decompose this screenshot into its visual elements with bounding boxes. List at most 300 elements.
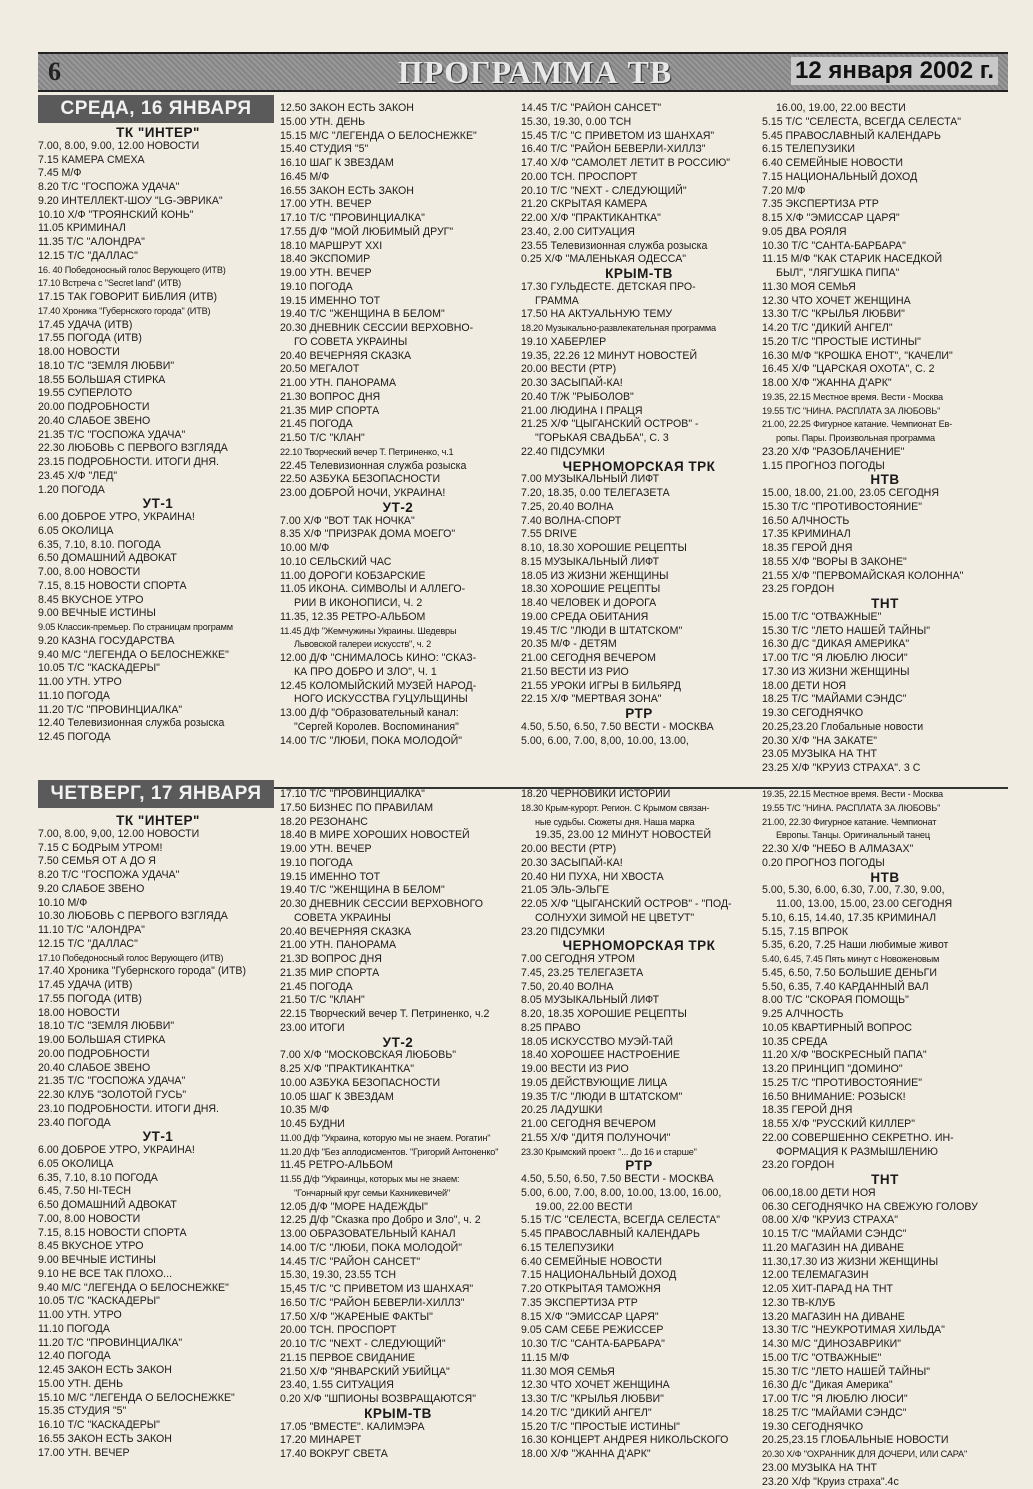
program-line: 11.20 Т/С "ПРОВИНЦИАЛКА" xyxy=(38,1337,278,1351)
program-line: 21.05 ЭЛЬ-ЭЛЬГЕ xyxy=(521,884,757,898)
program-line: 17.55 Д/Ф "МОЙ ЛЮБИМЫЙ ДРУГ" xyxy=(280,226,516,240)
program-line: 5.45 ПРАВОСЛАВНЫЙ КАЛЕНДАРЬ xyxy=(521,1228,757,1242)
program-line: 13.00 ОБРАЗОВАТЕЛЬНЫЙ КАНАЛ xyxy=(280,1228,516,1242)
program-line: 5.15 Т/С "СЕЛЕСТА, ВСЕГДА СЕЛЕСТА" xyxy=(762,116,1008,130)
program-line: 20.40 СЛАБОЕ ЗВЕНО xyxy=(38,415,278,429)
program-line: 9.00 ВЕЧНЫЕ ИСТИНЫ xyxy=(38,607,278,621)
program-line: 18.30 ХОРОШИЕ РЕЦЕПТЫ xyxy=(521,583,757,597)
program-line: 1.15 ПРОГНОЗ ПОГОДЫ xyxy=(762,460,1008,474)
program-line: 19.05 ДЕЙСТВУЮЩИЕ ЛИЦА xyxy=(521,1077,757,1091)
program-line: 13.30 Т/С "КРЫЛЬЯ ЛЮБВИ" xyxy=(521,1393,757,1407)
program-line: 15,45 Т/С "С ПРИВЕТОМ ИЗ ШАНХАЯ" xyxy=(280,1283,516,1297)
program-line: 11.30 МОЯ СЕМЬЯ xyxy=(521,1366,757,1380)
program-line: 10.10 СЕЛЬСКИЙ ЧАС xyxy=(280,556,516,570)
program-line: 12.45 ПОГОДА xyxy=(38,731,278,745)
program-line: 7.00 МУЗЫКАЛЬНЫЙ ЛИФТ xyxy=(521,473,757,487)
page-title: ПРОГРАММА ТВ xyxy=(398,54,672,91)
program-line: 12.00 Д/Ф "СНИМАЛОСЬ КИНО: "СКАЗ- xyxy=(280,652,516,666)
page-header xyxy=(38,52,1008,92)
program-line: 5.45, 6.50, 7.50 БОЛЬШИЕ ДЕНЬГИ xyxy=(762,967,1008,981)
program-line: 17.30 ГУЛЬДЕСТЕ. ДЕТСКАЯ ПРО- xyxy=(521,281,757,295)
program-line: 19.55 Т/С "НИНА. РАСПЛАТА ЗА ЛЮБОВЬ" xyxy=(762,405,1008,419)
program-line: 11.00, 13.00, 15.00, 23.00 СЕГОДНЯ xyxy=(762,898,1008,912)
program-line: Львовской галереи искусств", ч. 2 xyxy=(280,638,516,652)
program-line: 9.00 ВЕЧНЫЕ ИСТИНЫ xyxy=(38,1254,278,1268)
program-line: 14.30 М/С "ДИНОЗАВРИКИ" xyxy=(762,1338,1008,1352)
program-line: "Сергей Королев. Воспоминания" xyxy=(280,721,516,735)
program-line: СОВЕТА УКРАИНЫ xyxy=(280,912,516,926)
program-line: 20.30 ДНЕВНИК СЕССИИ ВЕРХОВНОГО xyxy=(280,898,516,912)
program-line: 23.45 Х/Ф "ЛЕД" xyxy=(38,470,278,484)
channel-heading: УТ-1 xyxy=(38,497,278,511)
program-line: 7.00, 8.00 НОВОСТИ xyxy=(38,1213,278,1227)
program-line: 15.00, 18.00, 21.00, 23.05 СЕГОДНЯ xyxy=(762,487,1008,501)
program-line: 10.10 М/Ф xyxy=(38,897,278,911)
day-heading-thursday: ЧЕТВЕРГ, 17 ЯНВАРЯ xyxy=(38,780,274,808)
program-line: 11.30,17.30 ИЗ ЖИЗНИ ЖЕНЩИНЫ xyxy=(762,1256,1008,1270)
program-line: 10.10 Х/Ф "ТРОЯНСКИЙ КОНЬ" xyxy=(38,209,278,223)
program-line: 15.10 М/С "ЛЕГЕНДА О БЕЛОСНЕЖКЕ" xyxy=(38,1392,278,1406)
channel-heading: КРЫМ-ТВ xyxy=(521,267,757,281)
program-line: 17.10 Т/С "ПРОВИНЦИАЛКА" xyxy=(280,212,516,226)
program-line: 23.20 Х/Ф "РАЗОБЛАЧЕНИЕ" xyxy=(762,446,1008,460)
program-line: 17.30 ИЗ ЖИЗНИ ЖЕНЩИНЫ xyxy=(762,666,1008,680)
program-line: 17.45 УДАЧА (ИТВ) xyxy=(38,979,278,993)
program-line: 7.15 С БОДРЫМ УТРОМ! xyxy=(38,842,278,856)
program-line: 20.40 ВЕЧЕРНЯЯ СКАЗКА xyxy=(280,350,516,364)
program-line: 8.20 Т/С "ГОСПОЖА УДАЧА" xyxy=(38,181,278,195)
program-line: 7.20 ОТКРЫТАЯ ТАМОЖНЯ xyxy=(521,1283,757,1297)
program-line: 16.10 ШАГ К ЗВЕЗДАМ xyxy=(280,157,516,171)
program-line: 20.25,23.20 Глобальные новости xyxy=(762,721,1008,735)
program-line: 19.45 Т/С "ЛЮДИ В ШТАТСКОМ" xyxy=(521,625,757,639)
program-line: 8.20 Т/С "ГОСПОЖА УДАЧА" xyxy=(38,869,278,883)
program-line: 12.15 Т/С "ДАЛЛАС" xyxy=(38,938,278,952)
program-line: 21.15 ПЕРВОЕ СВИДАНИЕ xyxy=(280,1352,516,1366)
program-line: 23.30 Крымский проект "... До 16 и старше" xyxy=(521,1146,757,1160)
program-line: 20.50 МЕГАЛОТ xyxy=(280,363,516,377)
schedule-column xyxy=(38,814,278,1460)
program-line: 17.45 УДАЧА (ИТВ) xyxy=(38,319,278,333)
program-line: 8.00 Т/С "СКОРАЯ ПОМОЩЬ" xyxy=(762,994,1008,1008)
channel-heading: ЧЕРНОМОРСКАЯ ТРК xyxy=(521,939,757,953)
program-line: 5.45 ПРАВОСЛАВНЫЙ КАЛЕНДАРЬ xyxy=(762,130,1008,144)
program-line: 10.05 Т/С "КАСКАДЕРЫ" xyxy=(38,662,278,676)
program-line: 10.05 ШАГ К ЗВЕЗДАМ xyxy=(280,1091,516,1105)
program-line: 20.40 ВЕЧЕРНЯЯ СКАЗКА xyxy=(280,926,516,940)
program-line: 19.35 Т/С "ЛЮДИ В ШТАТСКОМ" xyxy=(521,1091,757,1105)
program-line: 18.00 НОВОСТИ xyxy=(38,346,278,360)
program-line: 21.00 ЛЮДИНА І ПРАЦЯ xyxy=(521,405,757,419)
program-line: 0.20 ПРОГНОЗ ПОГОДЫ xyxy=(762,857,1008,871)
program-line: 15.30 Т/С "ЛЕТО НАШЕЙ ТАЙНЫ" xyxy=(762,1366,1008,1380)
program-line: 23.25 Х/Ф "КРУИЗ СТРАХА". 3 С xyxy=(762,762,1008,776)
program-line: 21.00, 22.30 Фигурное катание. Чемпионат xyxy=(762,816,1008,830)
program-line: 13.20 ПРИНЦИП "ДОМИНО" xyxy=(762,1063,1008,1077)
program-line: 18.40 ЭКСПОМИР xyxy=(280,253,516,267)
program-line: 5.15 Т/С "СЕЛЕСТА, ВСЕГДА СЕЛЕСТА" xyxy=(521,1214,757,1228)
program-line: 23.20 ГОРДОН xyxy=(762,1159,1008,1173)
program-line: 21.00 УТН. ПАНОРАМА xyxy=(280,939,516,953)
program-line: 21.00 СЕГОДНЯ ВЕЧЕРОМ xyxy=(521,1118,757,1132)
program-line: 7.50 СЕМЬЯ ОТ А ДО Я xyxy=(38,855,278,869)
program-line: 6.15 ТЕЛЕПУЗИКИ xyxy=(762,143,1008,157)
program-line: 8.15 Х/Ф "ЭМИССАР ЦАРЯ" xyxy=(521,1311,757,1325)
program-line: "Гончарный круг семьи Кахникевичей" xyxy=(280,1187,516,1201)
program-line: 21.55 Х/Ф "ПЕРВОМАЙСКАЯ КОЛОННА" xyxy=(762,570,1008,584)
program-line: 20.00 ТСН. ПРОСПОРТ xyxy=(521,171,757,185)
channel-heading: УТ-2 xyxy=(280,1036,516,1050)
program-line: 11.20 Т/С "ПРОВИНЦИАЛКА" xyxy=(38,704,278,718)
program-line: 19.00 ВЕСТИ ИЗ РИО xyxy=(521,1063,757,1077)
channel-heading: УТ-1 xyxy=(38,1130,278,1144)
program-line: 17.40 ВОКРУГ СВЕТА xyxy=(280,1448,516,1462)
program-line: 19.15 ИМЕННО ТОТ xyxy=(280,295,516,309)
program-line: 12.15 Т/С "ДАЛЛАС" xyxy=(38,250,278,264)
program-line: 8.15 Х/Ф "ЭМИССАР ЦАРЯ" xyxy=(762,212,1008,226)
program-line: 23.40, 2.00 СИТУАЦИЯ xyxy=(521,226,757,240)
program-line: 21.20 СКРЫТАЯ КАМЕРА xyxy=(521,198,757,212)
program-line: 20.00 ВЕСТИ (РТР) xyxy=(521,843,757,857)
program-line: 19.55 Т/С "НИНА. РАСПЛАТА ЗА ЛЮБОВЬ" xyxy=(762,802,1008,816)
program-line: 18.10 Т/С "ЗЕМЛЯ ЛЮБВИ" xyxy=(38,360,278,374)
program-line: 21.00, 22.25 Фигурное катание. Чемпионат Ев- xyxy=(762,418,1008,432)
program-line: 20.30 ЗАСЫПАЙ-КА! xyxy=(521,857,757,871)
program-line: 9.25 АЛЧНОСТЬ xyxy=(762,1008,1008,1022)
program-line: 10.30 Т/С "САНТА-БАРБАРА" xyxy=(762,240,1008,254)
program-line: 17.35 КРИМИНАЛ xyxy=(762,528,1008,542)
program-line: 12.30 ТВ-КЛУБ xyxy=(762,1297,1008,1311)
program-line: 15.15 М/С "ЛЕГЕНДА О БЕЛОСНЕЖКЕ" xyxy=(280,130,516,144)
program-line: ропы. Пары. Произвольная программа xyxy=(762,432,1008,446)
program-line: 18.05 ИЗ ЖИЗНИ ЖЕНЩИНЫ xyxy=(521,570,757,584)
program-line: 15.25 Т/С "ПРОТИВОСТОЯНИЕ" xyxy=(762,1077,1008,1091)
program-line: 17.00 УТН. ВЕЧЕР xyxy=(280,198,516,212)
program-line: 12.45 ЗАКОН ЕСТЬ ЗАКОН xyxy=(38,1364,278,1378)
channel-heading: ЧЕРНОМОРСКАЯ ТРК xyxy=(521,460,757,474)
program-line: 18.10 Т/С "ЗЕМЛЯ ЛЮБВИ" xyxy=(38,1020,278,1034)
program-line: 18.00 НОВОСТИ xyxy=(38,1007,278,1021)
program-line: 17.55 ПОГОДА (ИТВ) xyxy=(38,993,278,1007)
program-line: 21.35 МИР СПОРТА xyxy=(280,405,516,419)
program-line: 11.00 Д/ф "Украина, которую мы не знаем. Рогатин" xyxy=(280,1132,516,1146)
program-line: 7.00, 8.00 НОВОСТИ xyxy=(38,566,278,580)
program-line: 6.50 ДОМАШНИЙ АДВОКАТ xyxy=(38,1199,278,1213)
program-line: 20.35 М/Ф - ДЕТЯМ xyxy=(521,638,757,652)
program-line: 11.00 УТН. УТРО xyxy=(38,1309,278,1323)
program-line: 16.55 ЗАКОН ЕСТЬ ЗАКОН xyxy=(280,185,516,199)
program-line: НОГО ИСКУССТВА ГУЦУЛЬЩИНЫ xyxy=(280,693,516,707)
program-line: 4.50, 5.50, 6.50, 7.50 ВЕСТИ - МОСКВА xyxy=(521,721,757,735)
program-line: 14.20 Т/С "ДИКИЙ АНГЕЛ" xyxy=(762,322,1008,336)
program-line: 21.3D ВОПРОС ДНЯ xyxy=(280,953,516,967)
program-line: 22.00 Х/Ф "ПРАКТИКАНТКА" xyxy=(521,212,757,226)
program-line: 21.35 Т/С "ГОСПОЖА УДАЧА" xyxy=(38,429,278,443)
program-line: 18.40 ХОРОШЕЕ НАСТРОЕНИЕ xyxy=(521,1049,757,1063)
program-line: 11.15 М/Ф xyxy=(521,1352,757,1366)
program-line: 7.15 НАЦИОНАЛЬНЫЙ ДОХОД xyxy=(762,171,1008,185)
program-line: 18.00 ДЕТИ НОЯ xyxy=(762,680,1008,694)
program-line: 6.05 ОКОЛИЦА xyxy=(38,1158,278,1172)
program-line: 5.10, 6.15, 14.40, 17.35 КРИМИНАЛ xyxy=(762,912,1008,926)
program-line: 11.55 Д/ф "Украинцы, которых мы не знаем: xyxy=(280,1173,516,1187)
program-line: БЫЛ", "ЛЯГУШКА ПИПА" xyxy=(762,267,1008,281)
program-line: 18.20 РЕЗОНАНС xyxy=(280,816,516,830)
program-line: 19.40 Т/С "ЖЕНЩИНА В БЕЛОМ" xyxy=(280,884,516,898)
program-line: 18.10 МАРШРУТ XXI xyxy=(280,240,516,254)
channel-heading: РТР xyxy=(521,707,757,721)
program-line: 22.10 Творческий вечер Т. Петриненко, ч.1 xyxy=(280,446,516,460)
channel-heading: ТНТ xyxy=(762,1173,1008,1187)
program-line: 20.10 Т/С "NEXT - СЛЕДУЮЩИЙ" xyxy=(521,185,757,199)
program-line: 11.05 КРИМИНАЛ xyxy=(38,222,278,236)
program-line: 9.05 САМ СЕБЕ РЕЖИССЕР xyxy=(521,1324,757,1338)
program-line: 8.25 ПРАВО xyxy=(521,1022,757,1036)
program-line: 17.50 НА АКТУАЛЬНУЮ ТЕМУ xyxy=(521,308,757,322)
program-line: 11.45 Д/ф "Жемчужины Украины. Шедевры xyxy=(280,625,516,639)
program-line: 15.40 СТУДИЯ "5" xyxy=(280,143,516,157)
channel-heading: КРЫМ-ТВ xyxy=(280,1407,516,1421)
program-line: 16.55 ЗАКОН ЕСТЬ ЗАКОН xyxy=(38,1433,278,1447)
program-line: 19.10 ПОГОДА xyxy=(280,281,516,295)
program-line: 17.40 Х/Ф "САМОЛЕТ ЛЕТИТ В РОССИЮ" xyxy=(521,157,757,171)
schedule-column xyxy=(38,126,278,745)
program-line: 11.45 РЕТРО-АЛЬБОМ xyxy=(280,1159,516,1173)
program-line: 23.40, 1.55 СИТУАЦИЯ xyxy=(280,1379,516,1393)
program-line: 7.15 КАМЕРА СМЕХА xyxy=(38,154,278,168)
program-line: 17.20 МИНАРЕТ xyxy=(280,1434,516,1448)
program-line: 1.20 ПОГОДА xyxy=(38,484,278,498)
schedule-column xyxy=(762,102,1008,776)
program-line: 19.15 ИМЕННО ТОТ xyxy=(280,871,516,885)
program-line: 20.00 ПОДРОБНОСТИ xyxy=(38,1048,278,1062)
program-line: 16.40 Т/С "РАЙОН БЕВЕРЛИ-ХИЛЛЗ" xyxy=(521,143,757,157)
program-line: 22.45 Телевизионная служба розыска xyxy=(280,460,516,474)
program-line: 21.35 Т/С "ГОСПОЖА УДАЧА" xyxy=(38,1075,278,1089)
program-line: 16.30 КОНЦЕРТ АНДРЕЯ НИКОЛЬСКОГО xyxy=(521,1434,757,1448)
program-line: 17.00 Т/С "Я ЛЮБЛЮ ЛЮСИ" xyxy=(762,1393,1008,1407)
program-line: 5.00, 5.30, 6.00, 6.30, 7.00, 7.30, 9.00, xyxy=(762,884,1008,898)
program-line: 19.35, 23.00 12 МИНУТ НОВОСТЕЙ xyxy=(521,829,757,843)
program-line: 12.05 Д/Ф "МОРЕ НАДЕЖДЫ" xyxy=(280,1201,516,1215)
program-line: ФОРМАЦИЯ К РАЗМЫШЛЕНИЮ xyxy=(762,1146,1008,1160)
program-line: 7.15, 8.15 НОВОСТИ СПОРТА xyxy=(38,1227,278,1241)
program-line: 23.05 МУЗЫКА НА ТНТ xyxy=(762,748,1008,762)
program-line: СОЛНУХИ ЗИМОЙ НЕ ЦВЕТУТ" xyxy=(521,912,757,926)
program-line: 7.00, 8.00, 9,00, 12.00 НОВОСТИ xyxy=(38,828,278,842)
program-line: 19.30 СЕГОДНЯЧКО xyxy=(762,707,1008,721)
program-line: 11.30 МОЯ СЕМЬЯ xyxy=(762,281,1008,295)
program-line: 16.30 М/Ф "КРОШКА ЕНОТ", "КАЧЕЛИ" xyxy=(762,350,1008,364)
program-line: 13.00 Д/ф "Образовательный канал: xyxy=(280,707,516,721)
program-line: 6.45, 7.50 HI-TECH xyxy=(38,1185,278,1199)
program-line: 20.40 СЛАБОЕ ЗВЕНО xyxy=(38,1062,278,1076)
program-line: 21.45 ПОГОДА xyxy=(280,981,516,995)
program-line: 7.55 DRIVE xyxy=(521,528,757,542)
channel-heading: ТК "ИНТЕР" xyxy=(38,814,278,828)
program-line: 7.00 Х/Ф "МОСКОВСКАЯ ЛЮБОВЬ" xyxy=(280,1049,516,1063)
program-line: 14.45 Т/С "РАЙОН САНСЕТ" xyxy=(280,1256,516,1270)
program-line: 18.35 ГЕРОЙ ДНЯ xyxy=(762,542,1008,556)
program-line: 15.00 Т/С "ОТВАЖНЫЕ" xyxy=(762,611,1008,625)
program-line: 15.20 Т/С "ПРОСТЫЕ ИСТИНЫ" xyxy=(521,1421,757,1435)
program-line: 21.50 Т/С "КЛАН" xyxy=(280,432,516,446)
program-line: 10.35 М/Ф xyxy=(280,1104,516,1118)
program-line: 12.05 ХИТ-ПАРАД НА ТНТ xyxy=(762,1283,1008,1297)
program-line: 11.00 ДОРОГИ КОБЗАРСКИЕ xyxy=(280,570,516,584)
program-line: 16.30 Д/с "Дикая Америка" xyxy=(762,1379,1008,1393)
program-line: 11.35, 12.35 РЕТРО-АЛЬБОМ xyxy=(280,611,516,625)
program-line: 4.50, 5.50, 6.50, 7.50 ВЕСТИ - МОСКВА xyxy=(521,1173,757,1187)
program-line: 22.30 Х/Ф "НЕБО В АЛМАЗАХ" xyxy=(762,843,1008,857)
program-line: 9.40 М/С "ЛЕГЕНДА О БЕЛОСНЕЖКЕ" xyxy=(38,649,278,663)
program-line: 0.25 Х/Ф "МАЛЕНЬКАЯ ОДЕССА" xyxy=(521,253,757,267)
program-line: 10.05 Т/С "КАСКАДЕРЫ" xyxy=(38,1295,278,1309)
program-line: 7.45, 23.25 ТЕЛЕГАЗЕТА xyxy=(521,967,757,981)
program-line: 8.25 Х/Ф "ПРАКТИКАНТКА" xyxy=(280,1063,516,1077)
program-line: 20.25 ЛАДУШКИ xyxy=(521,1104,757,1118)
program-line: 23.20 ПІДСУМКИ xyxy=(521,926,757,940)
program-line: 6.35, 7.10, 8.10. ПОГОДА xyxy=(38,539,278,553)
program-line: 12.40 ПОГОДА xyxy=(38,1350,278,1364)
program-line: 7.35 ЭКСПЕРТИЗА РТР xyxy=(521,1297,757,1311)
program-line: 7.20, 18.35, 0.00 ТЕЛЕГАЗЕТА xyxy=(521,487,757,501)
program-line: 8.45 ВКУСНОЕ УТРО xyxy=(38,594,278,608)
program-line: ГРАММА xyxy=(521,295,757,309)
program-line: 20.00 ТСН. ПРОСПОРТ xyxy=(280,1324,516,1338)
program-line: 21.00 УТН. ПАНОРАМА xyxy=(280,377,516,391)
program-line: 23.20 Х/ф "Круиз страха".4с xyxy=(762,1476,1008,1489)
program-line: 23.00 ИТОГИ xyxy=(280,1022,516,1036)
program-line: 14.45 Т/С "РАЙОН САНСЕТ" xyxy=(521,102,757,116)
program-line: 17.10 Победоносный голос Верующего (ИТВ) xyxy=(38,952,278,966)
program-line: 9.20 СЛАБОЕ ЗВЕНО xyxy=(38,883,278,897)
program-line: 12.25 Д/ф "Сказка про Добро и Зло", ч. 2 xyxy=(280,1214,516,1228)
program-line: 11.10 ПОГОДА xyxy=(38,690,278,704)
program-line: 23.00 ДОБРОЙ НОЧИ, УКРАИНА! xyxy=(280,487,516,501)
program-line: 20.30 ЗАСЫПАЙ-КА! xyxy=(521,377,757,391)
program-line: 22.30 ЛЮБОВЬ С ПЕРВОГО ВЗГЛЯДА xyxy=(38,442,278,456)
program-line: 12.00 ТЕЛЕМАГАЗИН xyxy=(762,1269,1008,1283)
program-line: 22.05 Х/Ф "ЦЫГАНСКИЙ ОСТРОВ" - "ПОД- xyxy=(521,898,757,912)
program-line: 18.55 БОЛЬШАЯ СТИРКА xyxy=(38,374,278,388)
channel-heading: УТ-2 xyxy=(280,501,516,515)
program-line: 16.10 Т/С "КАСКАДЕРЫ" xyxy=(38,1419,278,1433)
program-line: 22.00 СОВЕРШЕННО СЕКРЕТНО. ИН- xyxy=(762,1132,1008,1146)
program-line: 16.50 ВНИМАНИЕ: РОЗЫСК! xyxy=(762,1091,1008,1105)
program-line: 11.10 ПОГОДА xyxy=(38,1323,278,1337)
program-line: 17.50 БИЗНЕС ПО ПРАВИЛАМ xyxy=(280,802,516,816)
program-line: 6.50 ДОМАШНИЙ АДВОКАТ xyxy=(38,552,278,566)
program-line: 6.35, 7.10, 8.10 ПОГОДА xyxy=(38,1172,278,1186)
program-line: 9.20 ИНТЕЛЛЕКТ-ШОУ "LG-ЭВРИКА" xyxy=(38,195,278,209)
program-line: 18.25 Т/С "МАЙАМИ СЭНДС" xyxy=(762,693,1008,707)
program-line: 20.30 ДНЕВНИК СЕССИИ ВЕРХОВНО- xyxy=(280,322,516,336)
program-line: 12.45 КОЛОМЫЙСКИЙ МУЗЕЙ НАРОД- xyxy=(280,680,516,694)
program-line: 21.45 ПОГОДА xyxy=(280,418,516,432)
program-line: 7.00, 8.00, 9.00, 12.00 НОВОСТИ xyxy=(38,140,278,154)
program-line: 13.20 МАГАЗИН НА ДИВАНЕ xyxy=(762,1311,1008,1325)
program-line: 5.40, 6.45, 7.45 Пять минут с Новоженовым xyxy=(762,953,1008,967)
program-line: 19.55 СУПЕРЛОТО xyxy=(38,387,278,401)
program-line: 20.25,23.15 ГЛОБАЛЬНЫЕ НОВОСТИ xyxy=(762,1434,1008,1448)
program-line: 8.10, 18.30 ХОРОШИЕ РЕЦЕПТЫ xyxy=(521,542,757,556)
program-line: 10.00 М/Ф xyxy=(280,542,516,556)
program-line: 15.30 Т/С "ПРОТИВОСТОЯНИЕ" xyxy=(762,501,1008,515)
program-line: 9.10 НЕ ВСЕ ТАК ПЛОХО... xyxy=(38,1268,278,1282)
program-line: 18.55 Х/Ф "ВОРЫ В ЗАКОНЕ" xyxy=(762,556,1008,570)
program-line: 12.30 ЧТО ХОЧЕТ ЖЕНЩИНА xyxy=(521,1379,757,1393)
program-line: 10.45 БУДНИ xyxy=(280,1118,516,1132)
schedule-column xyxy=(521,788,757,1462)
program-line: 23.00 МУЗЫКА НА ТНТ xyxy=(762,1462,1008,1476)
program-line: 8.15 МУЗЫКАЛЬНЫЙ ЛИФТ xyxy=(521,556,757,570)
program-line: 19.00 УТН. ВЕЧЕР xyxy=(280,267,516,281)
schedule-column xyxy=(280,788,516,1462)
program-line: 18.35 ГЕРОЙ ДНЯ xyxy=(762,1104,1008,1118)
program-line: 8.20, 18.35 ХОРОШИЕ РЕЦЕПТЫ xyxy=(521,1008,757,1022)
program-line: 20.30 Х/Ф "НА ЗАКАТЕ" xyxy=(762,735,1008,749)
program-line: 9.05 ДВА РОЯЛЯ xyxy=(762,226,1008,240)
program-line: 18.20 ЧЕРНОВИКИ ИСТОРИИ xyxy=(521,788,757,802)
program-line: 7.25, 20.40 ВОЛНА xyxy=(521,501,757,515)
program-line: 15.30 Т/С "ЛЕТО НАШЕЙ ТАЙНЫ" xyxy=(762,625,1008,639)
program-line: 19.30 СЕГОДНЯЧКО xyxy=(762,1421,1008,1435)
program-line: 7.45 М/Ф xyxy=(38,167,278,181)
program-line: 11.00 УТН. УТРО xyxy=(38,676,278,690)
program-line: 12.30 ЧТО ХОЧЕТ ЖЕНЩИНА xyxy=(762,295,1008,309)
program-line: 7.20 М/Ф xyxy=(762,185,1008,199)
program-line: 20.00 ПОДРОБНОСТИ xyxy=(38,401,278,415)
program-line: 15.45 Т/С "С ПРИВЕТОМ ИЗ ШАНХАЯ" xyxy=(521,130,757,144)
program-line: 7.15, 8.15 НОВОСТИ СПОРТА xyxy=(38,580,278,594)
channel-heading: НТВ xyxy=(762,871,1008,885)
program-line: 11.05 ИКОНА. СИМВОЛЫ И АЛЛЕГО- xyxy=(280,583,516,597)
program-line: "ГОРЬКАЯ СВАДЬБА", С. 3 xyxy=(521,432,757,446)
program-line: 7.00 Х/Ф "ВОТ ТАК НОЧКА" xyxy=(280,515,516,529)
program-line: 18.55 Х/Ф "РУССКИЙ КИЛЛЕР" xyxy=(762,1118,1008,1132)
program-line: 10.15 Т/С "МАЙАМИ СЭНДС" xyxy=(762,1228,1008,1242)
program-line: 5.50, 6.35, 7.40 КАРДАННЫЙ ВАЛ xyxy=(762,981,1008,995)
program-line: 23.10 ПОДРОБНОСТИ. ИТОГИ ДНЯ. xyxy=(38,1103,278,1117)
program-line: 16.30 Д/С "ДИКАЯ АМЕРИКА" xyxy=(762,638,1008,652)
program-line: 6.05 ОКОЛИЦА xyxy=(38,525,278,539)
program-line: 19.35, 22.15 Местное время. Вести - Москва xyxy=(762,391,1008,405)
program-line: 23.40 ПОГОДА xyxy=(38,1117,278,1131)
program-line: 7.50, 20.40 ВОЛНА xyxy=(521,981,757,995)
program-line: 20.40 Т/Ж "РЫБОЛОВ" xyxy=(521,391,757,405)
program-line: 23.55 Телевизионная служба розыска xyxy=(521,240,757,254)
program-line: 9.40 М/С "ЛЕГЕНДА О БЕЛОСНЕЖКЕ" xyxy=(38,1282,278,1296)
program-line: 21.50 Т/С "КЛАН" xyxy=(280,994,516,1008)
program-line: 19.00 СРЕДА ОБИТАНИЯ xyxy=(521,611,757,625)
program-line: 17.00 УТН. ВЕЧЕР xyxy=(38,1447,278,1461)
program-line: 19.00, 22.00 ВЕСТИ xyxy=(521,1201,757,1215)
program-line: 6.40 СЕМЕЙНЫЕ НОВОСТИ xyxy=(762,157,1008,171)
program-line: РИИ В ИКОНОПИСИ, Ч. 2 xyxy=(280,597,516,611)
program-line: 8.45 ВКУСНОЕ УТРО xyxy=(38,1240,278,1254)
program-line: 15.00 УТН. ДЕНЬ xyxy=(280,116,516,130)
program-line: 06.30 СЕГОДНЯЧКО НА СВЕЖУЮ ГОЛОВУ xyxy=(762,1201,1008,1215)
channel-heading: РТР xyxy=(521,1159,757,1173)
program-line: 10.35 СРЕДА xyxy=(762,1036,1008,1050)
program-line: 11.20 Д/ф "Без аплодисментов. "Григорий Антоненко" xyxy=(280,1146,516,1160)
program-line: 18.30 Крым-курорт. Регион. С Крымом связан- xyxy=(521,802,757,816)
program-line: 21.00 СЕГОДНЯ ВЕЧЕРОМ xyxy=(521,652,757,666)
program-line: 9.20 КАЗНА ГОСУДАРСТВА xyxy=(38,635,278,649)
program-line: 19.35, 22.26 12 МИНУТ НОВОСТЕЙ xyxy=(521,350,757,364)
program-line: 15.30, 19.30, 0.00 ТСН xyxy=(521,116,757,130)
